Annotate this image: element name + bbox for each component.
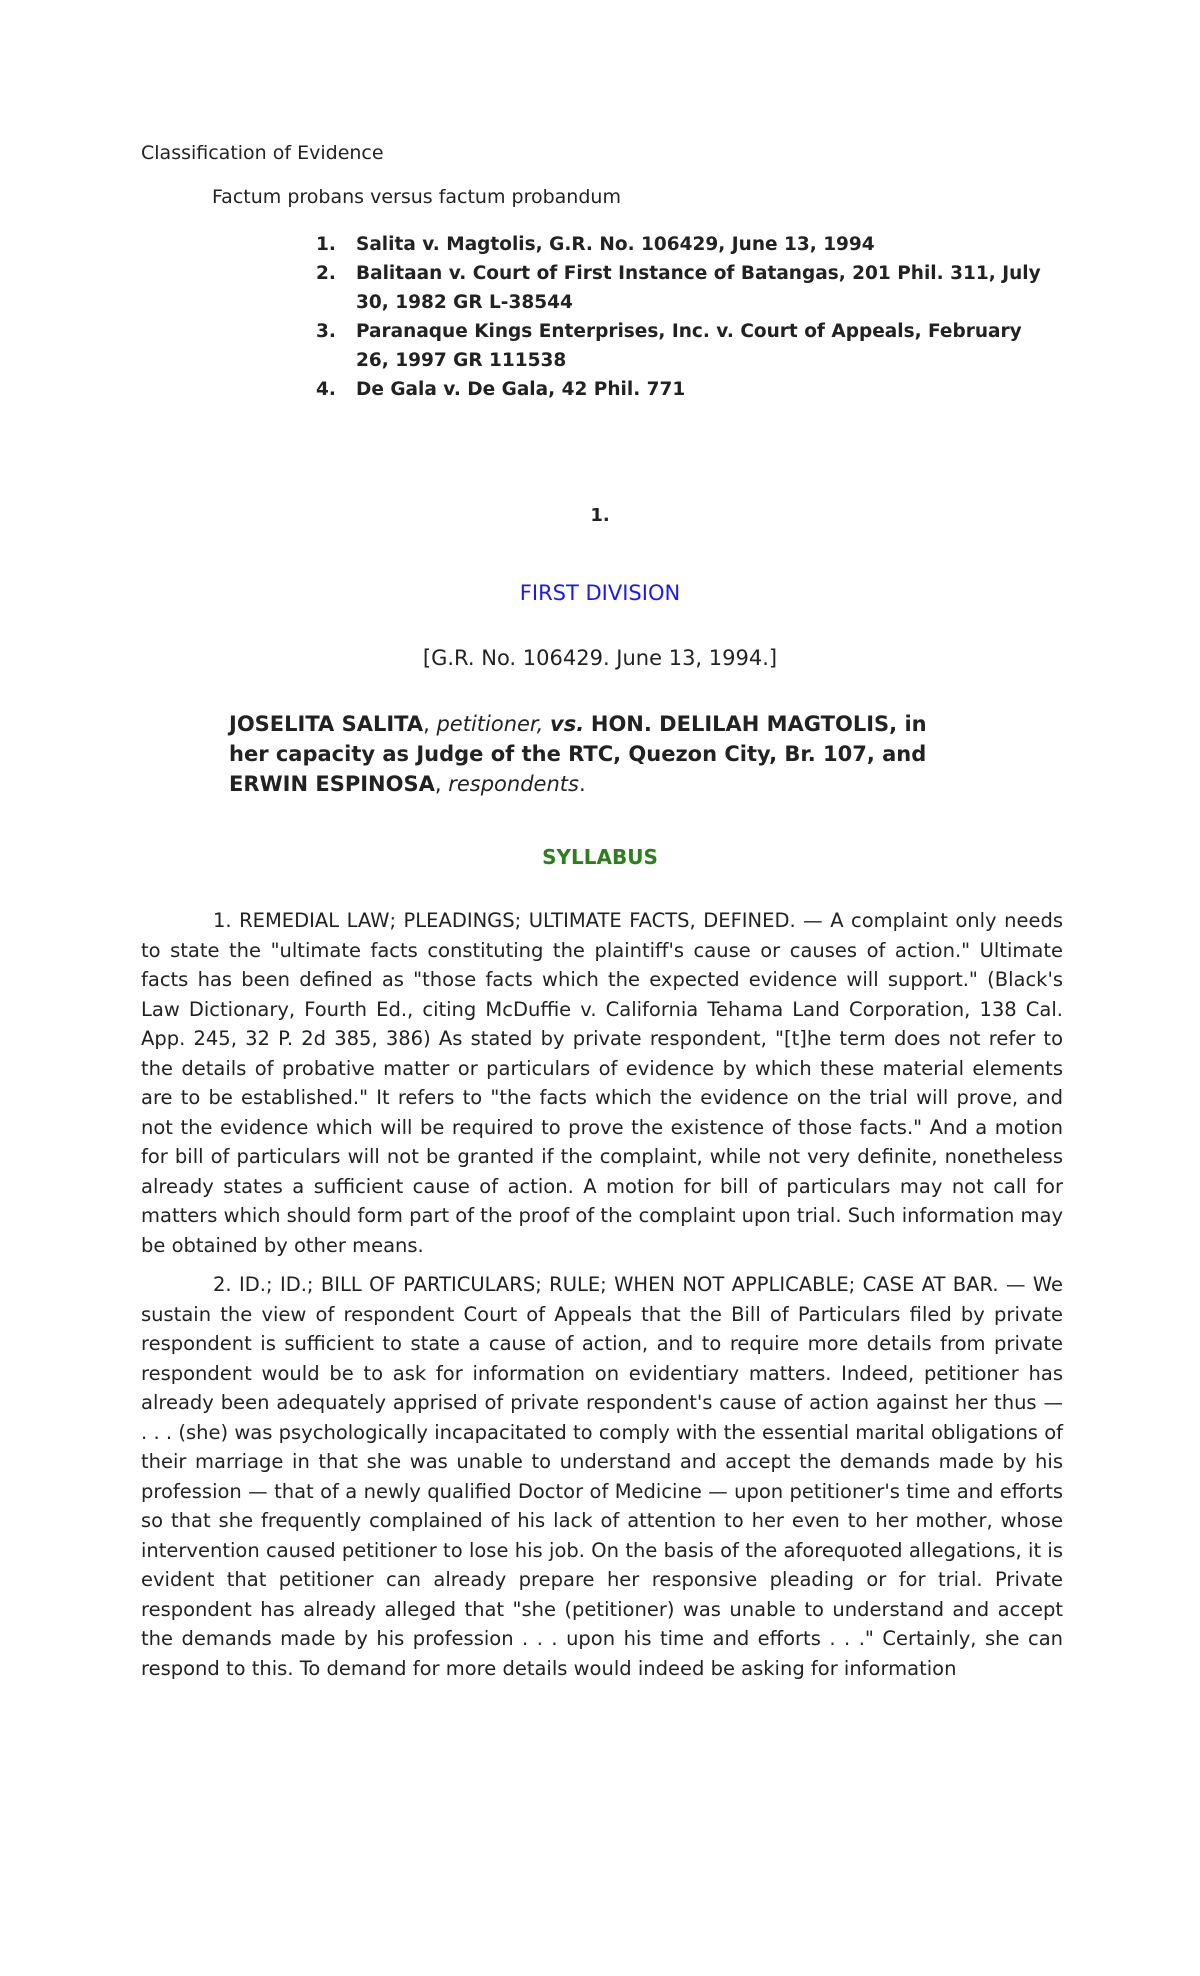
gr-number: [G.R. No. 106429. June 13, 1994.]	[422, 646, 778, 670]
case-list-item	[316, 317, 1056, 375]
petitioner-role: petitioner,	[436, 712, 544, 736]
parties-end: .	[578, 772, 586, 796]
case-citation: Paranaque Kings Enterprises, Inc. v. Court of Appeals, February 26, 1997 GR 111538	[356, 321, 1022, 371]
petitioner-name: JOSELITA SALITA	[229, 712, 424, 736]
case-list-item	[316, 375, 1056, 404]
case-citation: Balitaan v. Court of First Instance of Batangas, 201 Phil. 311, July 30, 1982 GR L-38544	[356, 263, 1041, 313]
case-parties: JOSELITA SALITA, petitioner, vs. HON. DELILAH MAGTOLIS, in her capacity as Judge of the RTC, Quezon City, Br. 107, and ERWIN ESPINOSA, respondents.	[229, 712, 927, 796]
section-number: 1.	[590, 505, 610, 526]
syllabus-paragraph: 1. REMEDIAL LAW; PLEADINGS; ULTIMATE FACTS, DEFINED. — A complaint only needs to state the "ultimate facts constituting the plaintiff's cause or causes of action." Ultimate facts has been defined as "those facts which the expected evidence will support." (Black's Law Dictionary, Fourth Ed., citing McDuffie v. California Tehama Land Corporation, 138 Cal. App. 245, 32 P. 2d 385, 386) As stated by private respondent, "[t]he term does not refer to the details of probative matter or particulars of evidence by which these material elements are to be established." It refers to "the facts which the evidence on the trial will prove, and not the evidence which will be required to prove the existence of those facts." And a motion for bill of particulars will not be granted if the complaint, while not very definite, nonetheless already states a sufficient cause of action. A motion for bill of particulars may not call for matters which should form part of the proof of the complaint upon trial. Such information may be obtained by other means.	[141, 909, 1063, 1257]
case-list	[316, 230, 1056, 404]
case-number: 3.	[316, 321, 336, 342]
syllabus-paragraph: 2. ID.; ID.; BILL OF PARTICULARS; RULE; WHEN NOT APPLICABLE; CASE AT BAR. — We sustain the view of respondent Court of Appeals that the Bill of Particulars filed by private respondent is sufficient to state a cause of action, and to require more details from private respondent would be to ask for information on evidentiary matters. Indeed, petitioner has already been adequately apprised of private respondent's cause of action against her thus — . . . (she) was psychologically incapacitated to comply with the essential marital obligations of their marriage in that she was unable to understand and accept the demands made by his profession — that of a newly qualified Doctor of Medicine — upon petitioner's time and efforts so that she frequently complained of his lack of attention to her even to her mother, whose intervention caused petitioner to lose his job. On the basis of the aforequoted allegations, it is evident that petitioner can already prepare her responsive pleading or for trial. Private respondent has already alleged that "she (petitioner) was unable to understand and accept the demands made by his profession . . . upon his time and efforts . . ." Certainly, she can respond to this. To demand for more details would indeed be asking for information	[141, 1273, 1063, 1680]
case-citation: Salita v. Magtolis, G.R. No. 106429, June 13, 1994	[356, 234, 875, 255]
case-number: 2.	[316, 263, 336, 284]
syllabus-title: SYLLABUS	[542, 845, 658, 869]
document-subheading: Factum probans versus factum probandum	[212, 186, 621, 208]
case-number: 1.	[316, 234, 336, 255]
case-list-item	[316, 230, 1056, 259]
case-citation: De Gala v. De Gala, 42 Phil. 771	[356, 379, 686, 400]
versus-label: vs.	[550, 712, 585, 736]
division-title: FIRST DIVISION	[519, 581, 681, 605]
respondents-role: respondents	[448, 772, 579, 796]
respondents-names: HON. DELILAH MAGTOLIS, in her capacity as Judge of the RTC, Quezon City, Br. 107, and ERWIN ESPINOSA	[229, 712, 927, 796]
case-list-item	[316, 259, 1056, 317]
syllabus-body	[141, 906, 1063, 1693]
case-number: 4.	[316, 379, 336, 400]
document-heading: Classification of Evidence	[141, 142, 384, 164]
